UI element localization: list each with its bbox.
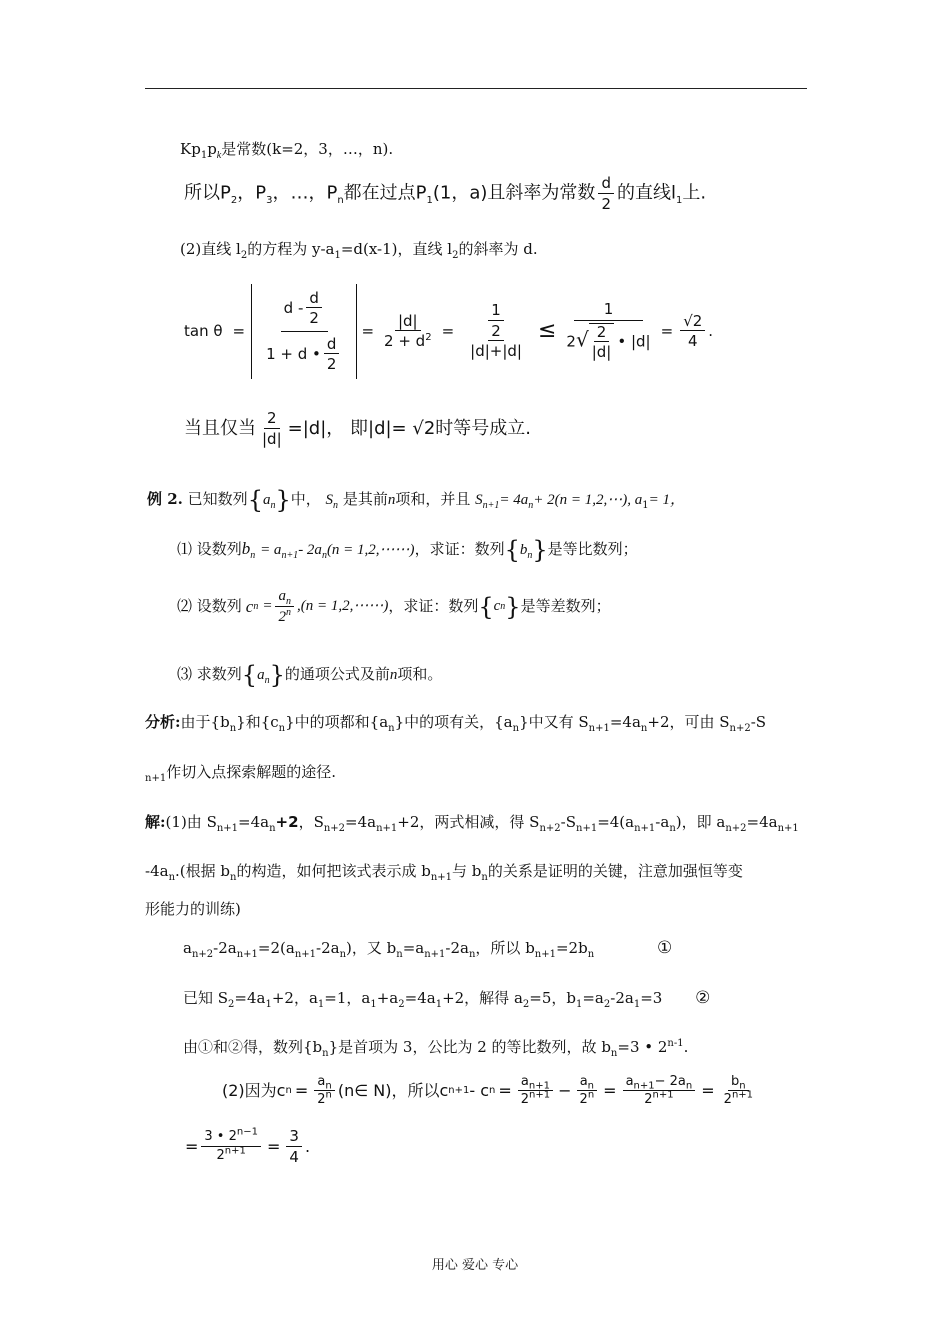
part-1-line: ⑴ 设数列$b_n = a_{n+1}-$ $2a_n(n$ = 1,2,⋯⋯)，求证：数列$\{b_n\}$是等比数列；	[177, 536, 638, 564]
solution-line-3: 形能力的训练)	[145, 900, 241, 918]
part-2-line: ⑵ 设数列 c n = $\frac{a_n}{2^n}$ ,(n = 1,2,⋯⋯) ，求证：数列 { c n } 是等差数列；	[177, 588, 611, 625]
analysis-line-1: 分析:由于$\{b_n\}$和$\{c_n\}$中的项都和$\{a_n\}$中的项有关，$\{a_n\}$中又有 $S_{n+1}=4a_n+2$，可由 $S_{n+2}-S$	[145, 713, 767, 734]
solution-line-4: $a_{n+2}-2a_{n+1}=2(a_{n+1}-2a_n)$，又 $b_n=a_{n+1}-2a_n$，所以 $b_{n+1}=2b_n$ ①	[183, 938, 673, 960]
solution-line-6: 由①和②得，数列$\{b_n\}$是首项为 3，公比为 2 的等比数列，故 $b_n=3$ • 2$^{n-1}$.	[183, 1038, 689, 1059]
example-2-line: 例 2. 已知数列$\{a_n\}$中， $S_n$ 是其前n项和，并且 $S_{n+1}= 4a_n+ 2(n$ = 1,2,⋯), $a_1= 1$，	[147, 486, 685, 514]
solution-line-7: (2)因为c n = $\frac{a_n}{2^n}$ (n∈ N)，所以c n+1 - c n = $\frac{a_{n+1}}{2^{n+1}}$ − $\frac{a_n}{2^n}$ = $\frac{a_{n+1}- 2a_n}{2^{n+1}}$ = $\frac{b_n}{2^{n+1}}$	[222, 1074, 754, 1108]
text-line-5: 当且仅当 $\frac{2}{|d|}$ =|d|， 即|d|= √2时等号成立.	[184, 409, 532, 448]
solution-line-8: = $\frac{3 • 2^{n-1}}{2^{n+1}}$ = $\frac{3}{4}$ .	[185, 1126, 311, 1166]
tan-formula: tan θ = d - $\frac{d}{2}$ 1 + d • $\frac{d}{2}$ = $\frac{|d|}{2 + d^2}$ = $\frac{1}{\frac{2}{|d|+|d|}}$ ≤ 1 2√ $\frac{2}{|d|}$ • |d| = $\frac{√2}{4}$ .	[184, 285, 713, 377]
solution-line-2: $-4a_n$.(根据 $b_n$的构造，如何把该式表示成 $b_{n+1}$与 $b_n$的关系是证明的关键，注意加强恒等变	[145, 862, 743, 883]
page-footer: 用心 爱心 专心	[431, 1258, 519, 1273]
analysis-line-2: $_{n+1}$作切入点探索解题的途径.	[145, 763, 336, 784]
text-line-3: (2)直线 $l_2$的方程为 $y-a_1=d(x-1)$，直线 $l_2$的斜率为 d.	[180, 240, 538, 261]
part-3-line: ⑶ 求数列$\{a_n\}$的通项公式及前n项和。	[177, 661, 443, 689]
text-line-1: $Kp_1p_k$是常数(k=2，3，…，n).	[180, 140, 394, 161]
solution-line-5: 已知 $S_2=4a_1+2$，$a_1=1$，$a_1+a_2=4a_1+2$，解得 $a_2=5$，$b_1=a_2-2a_1=3$ ②	[183, 988, 711, 1010]
solution-line-1: 解:(1)由 $S_{n+1}=4a_n+2$，$S_{n+2}=4a_{n+1}+2$，两式相减，得 $S_{n+2}-S_{n+1}=4(a_{n+1}-a_n)$，即 $a_{n+2}=4a_{n+1}$	[145, 813, 799, 834]
header-rule	[145, 88, 807, 89]
text-line-2: 所以$P_2$，$P_3$，…，$P_n$都在过点$P_1(1$，a)且斜率为常数 $\frac{d}{2}$ 的直线$l_1$上.	[184, 174, 707, 213]
